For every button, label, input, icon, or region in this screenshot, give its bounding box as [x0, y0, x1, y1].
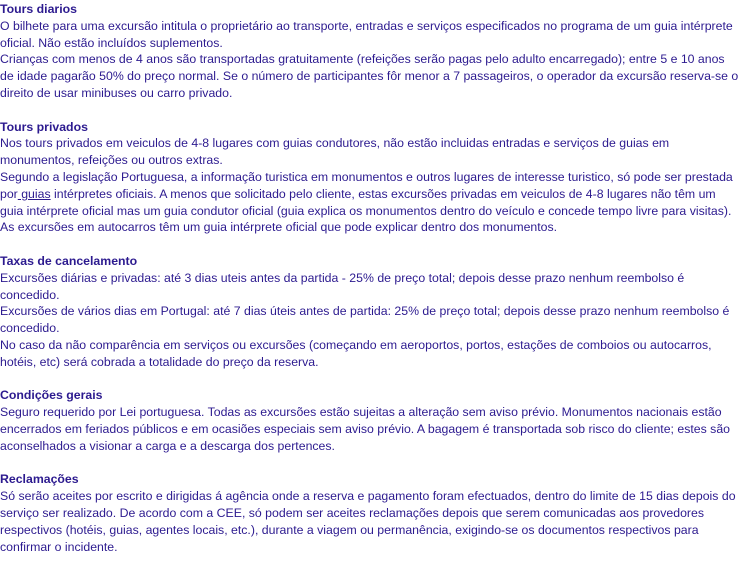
paragraph: No caso da não comparência em serviços ou excursões (começando em aeroportos, portos, estações de comboios ou autocarros, hotéis, etc) será cobrada a totalidade do preço da reserva.: [0, 337, 712, 369]
section-title: Taxas de cancelamento: [0, 253, 138, 268]
section-title: Condições gerais: [0, 388, 103, 403]
paragraph: Nos tours privados em veiculos de 4-8 lugares com guias condutores, não estão incluidas entradas e serviços de guias em monumentos, refeições ou outros extras.: [0, 136, 670, 168]
paragraph: Crianças com menos de 4 anos são transportadas gratuitamente (refeições serão pagas pelo adulto encarregado); entre 5 e 10 anos de idade pagarão 50% do preço normal. Se o número de participantes fôr menor a 7 passageiros, o operador da excursão reserva-se o direito de usar minibuses ou carro privado.: [0, 52, 739, 100]
guias-link[interactable]: guias: [17, 186, 51, 201]
section-condicoes-gerais: [0, 387, 741, 454]
paragraph-text: Segundo a legislação Portuguesa, a informação turistica em monumentos e outros lugares de interesse turistico, só pode ser prestada por: [0, 169, 733, 201]
section-title: Reclamações: [0, 472, 79, 487]
section-title: Tours privados: [0, 119, 88, 134]
paragraph: [0, 169, 741, 219]
paragraph: Seguro requerido por Lei portuguesa. Todas as excursões estão sujeitas a alteração sem aviso prévio. Monumentos nacionais estão encerrados em feriados públicos e em ocasiões especiais sem aviso prévio. A bagagem é transportada sob risco do cliente; estes são aconselhados a visionar a carga e a descarga dos pertences.: [0, 405, 731, 453]
section-reclamacoes: [0, 471, 741, 555]
paragraph: Excursões de vários dias em Portugal: até 7 dias úteis antes de partida: 25% de preço total; depois desse prazo nenhum reembolso é concedido.: [0, 304, 730, 336]
section-title: Tours diarios: [0, 2, 77, 16]
section-taxas-cancelamento: [0, 253, 741, 371]
paragraph: Excursões diárias e privadas: até 3 dias uteis antes da partida - 25% de preço total; depois desse prazo nenhum reembolso é concedido.: [0, 270, 685, 302]
paragraph: As excursões em autocarros têm um guia intérprete oficial que pode explicar dentro dos monumentos.: [0, 220, 558, 235]
section-tours-diarios: [0, 1, 741, 102]
section-tours-privados: [0, 119, 741, 237]
paragraph-text: intérpretes oficiais. A menos que solicitado pelo cliente, estas excursões privadas em veiculos de 4-8 lugares não têm um guia intérprete oficial mas um guia condutor oficial (guia explica os monumentos dentro do veículo e concede tempo livre para visitas).: [0, 186, 732, 218]
paragraph: Só serão aceites por escrito e dirigidas á agência onde a reserva e pagamento foram efectuados, dentro do limite de 15 dias depois do serviço ser realizado. De acordo com a CEE, só podem ser aceites reclamações depois que serem comunicadas aos provedores respectivos (hotéis, guias, agentes locais, etc.), durante a viagem ou permanência, exigindo-se os documentos respectivos para confirmar o incidente.: [0, 489, 736, 554]
paragraph: O bilhete para uma excursão intitula o proprietário ao transporte, entradas e serviços especificados no programa de um guia intérprete oficial. Não estão incluídos suplementos.: [0, 18, 733, 50]
